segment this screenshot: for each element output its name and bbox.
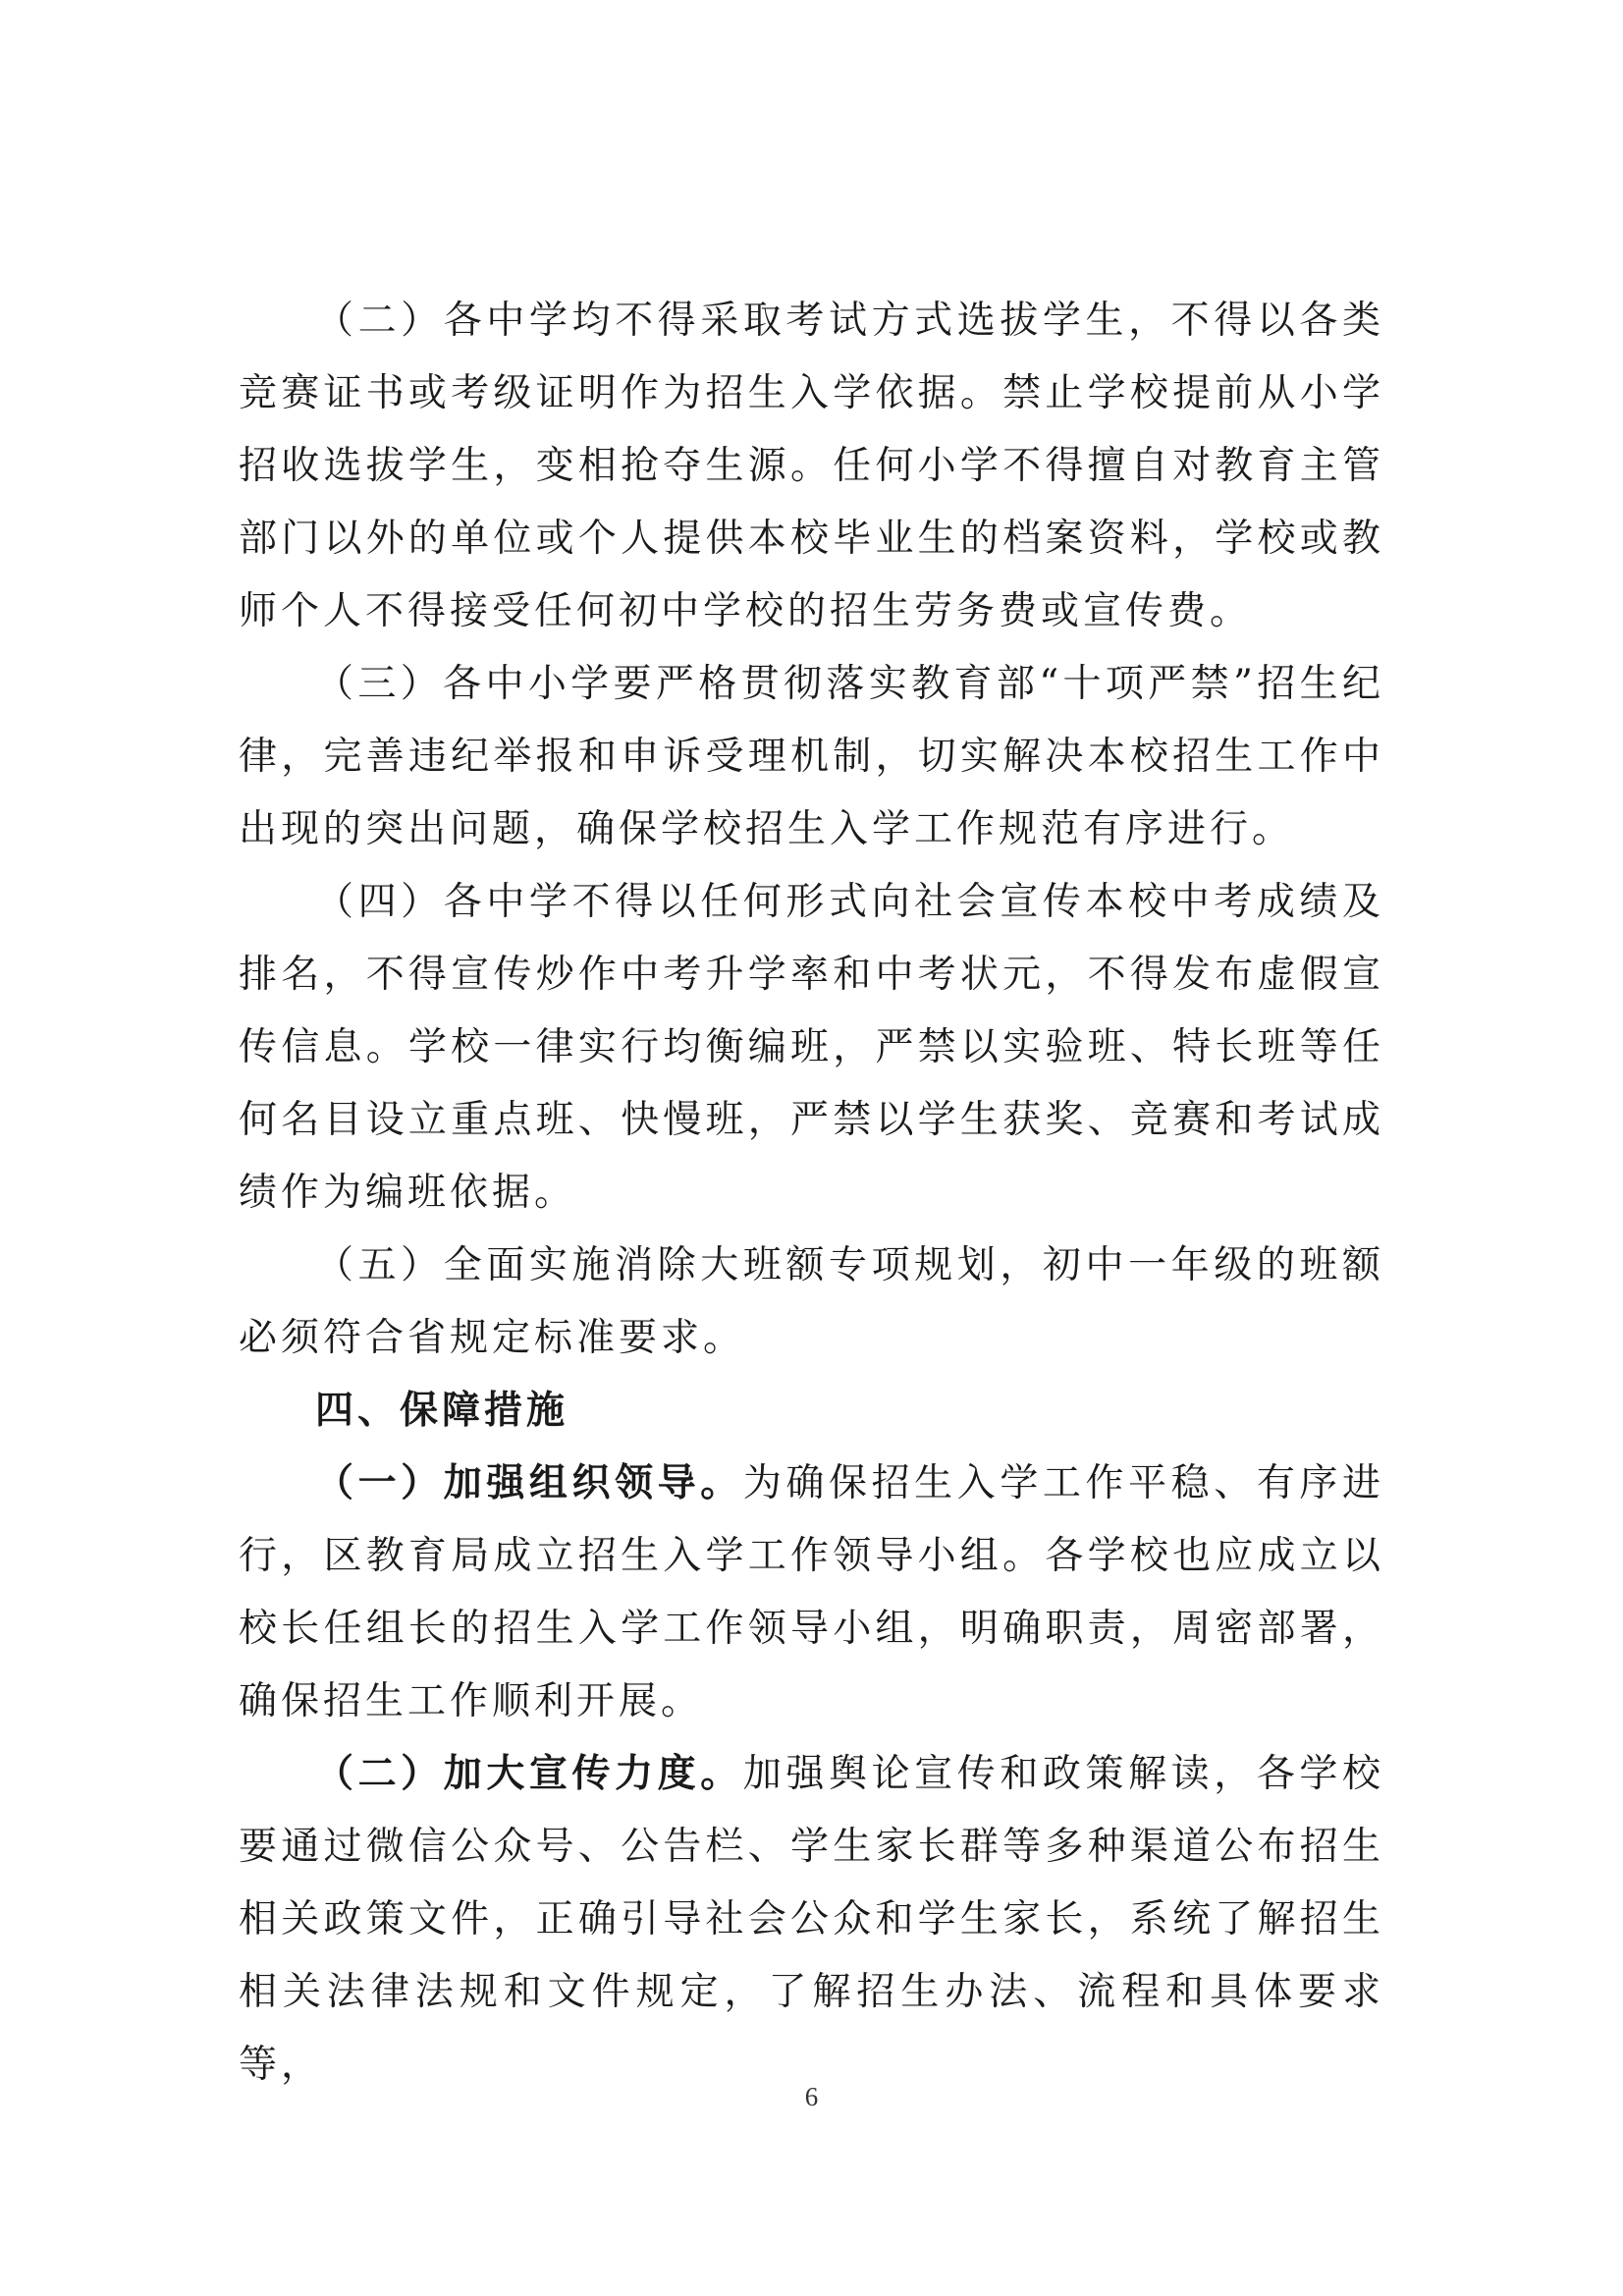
page-number: 6 — [804, 2082, 819, 2111]
paragraph-organization-leadership — [239, 1448, 1384, 1738]
measure-lead-organization: （一）加强组织领导。 — [315, 1461, 743, 1505]
section-heading-safeguards: 四、保障措施 — [315, 1389, 569, 1433]
paragraph-publicity-and-grouping: （四）各中学不得以任何形式向社会宣传本校中考成绩及排名，不得宣传炒作中考升学率和中考状元，不得发布虚假宣传信息。学校一律实行均衡编班，严禁以实验班、特长班等任何名目设立重点班、快慢班，严禁以学生获奖、竞赛和考试成绩作为编班依据。 — [239, 880, 1384, 1215]
paragraph-enrollment-discipline: （三）各中小学要严格贯彻落实教育部“十项严禁”招生纪律，完善违纪举报和申诉受理机制，切实解决本校招生工作中出现的突出问题，确保学校招生入学工作规范有序进行。 — [239, 662, 1384, 851]
paragraph-publicity-efforts — [239, 1738, 1384, 2102]
page-content — [239, 285, 1384, 2102]
measure-body-organization: 为确保招生入学工作平稳、有序进行，区教育局成立招生入学工作领导小组。各学校也应成立以校长任组长的招生入学工作领导小组，明确职责，周密部署，确保招生工作顺利开展。 — [239, 1461, 1384, 1723]
measure-lead-publicity: （二）加大宣传力度。 — [315, 1752, 743, 1796]
paragraph-class-size: （五）全面实施消除大班额专项规划，初中一年级的班额必须符合省规定标准要求。 — [239, 1243, 1384, 1360]
paragraph-secondary-admission-rules: （二）各中学均不得采取考试方式选拔学生，不得以各类竞赛证书或考级证明作为招生入学依据。禁止学校提前从小学招收选拔学生，变相抢夺生源。任何小学不得擅自对教育主管部门以外的单位或个人提供本校毕业生的档案资料，学校或教师个人不得接受任何初中学校的招生劳务费或宣传费。 — [239, 299, 1384, 633]
measure-body-publicity: 加强舆论宣传和政策解读，各学校要通过微信公众号、公告栏、学生家长群等多种渠道公布招生相关政策文件，正确引导社会公众和学生家长，系统了解招生相关法律法规和文件规定，了解招生办法、流程和具体要求等， — [239, 1752, 1384, 2087]
